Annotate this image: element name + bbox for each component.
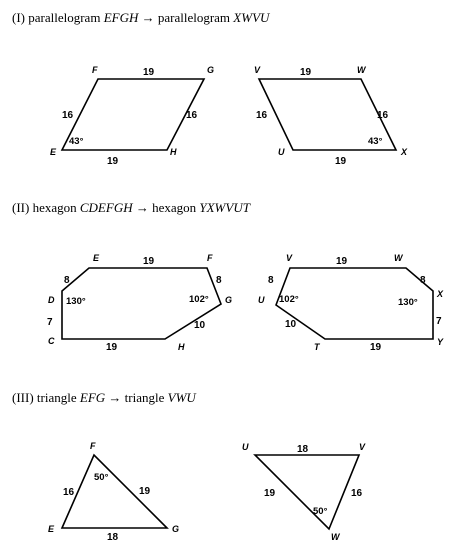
section-1-after-name: XWVU xyxy=(233,10,270,25)
angle-w-measure: 50° xyxy=(313,506,328,517)
side-xy-length: 7 xyxy=(436,316,442,327)
vertex-g: G xyxy=(225,295,233,305)
side-cd-length: 7 xyxy=(47,317,53,328)
section-2-before-word: hexagon xyxy=(32,200,77,215)
vertex-x: X xyxy=(401,147,408,157)
angle-f-measure: 50° xyxy=(94,472,109,483)
section-1-before-word: parallelogram xyxy=(28,10,101,25)
section-3-title xyxy=(12,390,197,405)
vertex-u: U xyxy=(278,147,285,157)
angle-x-measure: 43° xyxy=(368,136,383,147)
section-3-before-name: EFG xyxy=(79,390,106,405)
hexagon-cdefgh xyxy=(47,253,232,353)
section-1 xyxy=(12,10,408,167)
side-uv-length: 18 xyxy=(297,444,309,455)
vertex-f: F xyxy=(207,253,213,263)
side-wx-length: 16 xyxy=(377,110,389,121)
side-gh-length: 16 xyxy=(186,110,198,121)
section-2 xyxy=(12,200,444,353)
parallelogram-efgh xyxy=(50,65,214,167)
vertex-e: E xyxy=(50,147,57,157)
side-ef-length: 19 xyxy=(143,256,155,267)
section-1-arrow: → xyxy=(141,10,155,25)
triangle-vwu xyxy=(242,442,366,542)
side-ty-length: 19 xyxy=(370,342,382,353)
side-vu-length: 16 xyxy=(256,110,268,121)
side-vw-length: 16 xyxy=(351,488,363,499)
vertex-v: V xyxy=(254,65,261,75)
vertex-u: U xyxy=(242,442,249,452)
vertex-e: E xyxy=(93,253,100,263)
vertex-t: T xyxy=(314,342,320,352)
section-2-after-word: hexagon xyxy=(152,200,197,215)
side-ef-length: 16 xyxy=(62,110,74,121)
section-1-before-name: EFGH xyxy=(103,10,139,25)
vertex-w: W xyxy=(357,65,366,75)
parallelogram-xwvu xyxy=(254,65,408,167)
vertex-y: Y xyxy=(437,337,444,347)
vertex-g: G xyxy=(172,524,180,534)
side-gh-length: 10 xyxy=(194,320,206,331)
hexagon-yxwvut xyxy=(258,253,444,353)
section-3-after-name: VWU xyxy=(167,390,196,405)
section-1-after-word: parallelogram xyxy=(157,10,231,25)
section-3 xyxy=(12,390,366,543)
angle-u-measure: 102° xyxy=(279,294,299,305)
vertex-e: E xyxy=(48,524,55,534)
side-vw-length: 19 xyxy=(300,67,312,78)
vertex-v: V xyxy=(286,253,293,263)
side-uv-length: 8 xyxy=(268,275,274,286)
vertex-v: V xyxy=(359,442,366,452)
vertex-f: F xyxy=(92,65,98,75)
side-eh-length: 19 xyxy=(107,156,119,167)
angle-x-measure: 130° xyxy=(398,297,418,308)
side-ux-length: 19 xyxy=(335,156,347,167)
section-1-title xyxy=(12,10,271,25)
section-2-before-name: CDEFGH xyxy=(79,200,133,215)
side-ch-length: 19 xyxy=(106,342,118,353)
side-fg-length: 19 xyxy=(139,486,151,497)
angle-e-measure: 43° xyxy=(69,136,84,147)
triangle-efg-outline xyxy=(62,455,167,528)
side-fg-length: 19 xyxy=(143,67,155,78)
side-vw-length: 19 xyxy=(336,256,348,267)
vertex-h: H xyxy=(178,342,185,352)
section-2-after-name: YXWVUT xyxy=(199,200,250,215)
section-2-label: (II) xyxy=(12,200,30,215)
vertex-u: U xyxy=(258,295,265,305)
side-eg-length: 18 xyxy=(107,532,119,543)
side-wx-length: 8 xyxy=(420,275,426,286)
vertex-x: X xyxy=(437,289,444,299)
section-3-after-word: triangle xyxy=(124,390,165,405)
section-2-arrow: → xyxy=(135,200,149,215)
side-ef-length: 16 xyxy=(63,487,75,498)
angle-d-measure: 130° xyxy=(66,296,86,307)
section-2-title xyxy=(12,200,251,215)
side-de-length: 8 xyxy=(64,275,70,286)
angle-g-measure: 102° xyxy=(189,294,209,305)
section-3-arrow: → xyxy=(108,390,122,405)
vertex-w: W xyxy=(331,532,340,542)
section-1-label: (I) xyxy=(12,10,25,25)
vertex-w: W xyxy=(394,253,403,263)
vertex-h: H xyxy=(170,147,177,157)
section-3-label: (III) xyxy=(12,390,34,405)
vertex-g: G xyxy=(207,65,215,75)
vertex-c: C xyxy=(48,336,55,346)
side-ut-length: 10 xyxy=(285,319,297,330)
triangle-efg xyxy=(48,441,179,543)
vertex-f: F xyxy=(90,441,96,451)
side-fg-length: 8 xyxy=(216,275,222,286)
vertex-d: D xyxy=(48,295,55,305)
section-3-before-word: triangle xyxy=(36,390,77,405)
side-uw-length: 19 xyxy=(264,488,276,499)
